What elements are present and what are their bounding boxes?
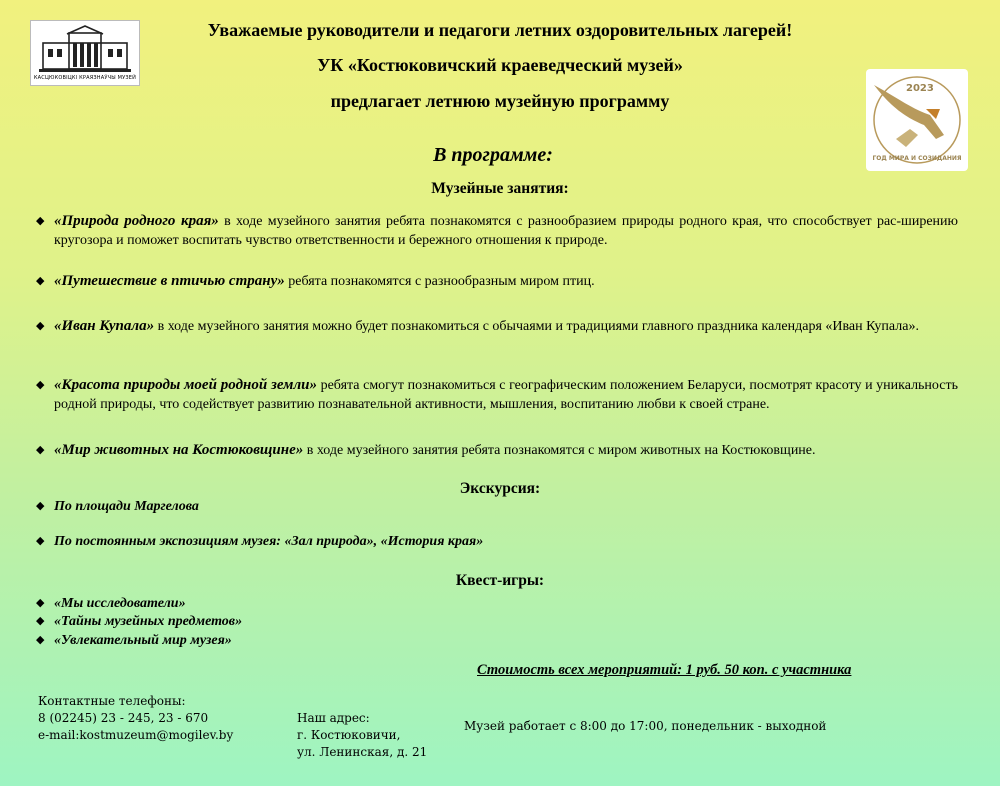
bullet-icon: ◆ <box>36 320 45 332</box>
year-emblem-year: 2023 <box>906 83 934 94</box>
contacts-block <box>38 693 233 744</box>
lesson-name: «Иван Купала» <box>54 318 155 334</box>
year-emblem-caption: ГОД МИРА И СОЗИДАНИЯ <box>872 155 962 162</box>
bullet-icon: ◆ <box>36 215 45 227</box>
quests-title: Квест-игры: <box>455 572 545 589</box>
header-title-line1: Уважаемые руководители и педагоги летних оздоровительных лагерей! <box>207 20 793 40</box>
address-city: г. Костюковичи, <box>297 728 401 742</box>
address-block <box>297 710 427 761</box>
lesson-text: в ходе музейного занятия ребята познакомятся с разнообразием природы родного края, что способствует рас-ширению кругозора и поможет воспитать чувство ответственности и бережного отношения к природе. <box>54 214 958 248</box>
header-title-line2: УК «Костюковичский краеведческий музей» <box>317 55 683 75</box>
lesson-text: ребята смогут познакомиться с географическим положением Беларуси, посмотрят красоту и уникальность родной природы, что содействует развитию познавательной активности, мышления, воспитанию любви к своей стране. <box>54 378 958 412</box>
price-note: Стоимость всех мероприятий: 1 руб. 50 коп. с участника <box>477 662 852 678</box>
lesson-name: «Путешествие в птичью страну» <box>54 273 285 289</box>
quest-label: «Увлекательный мир музея» <box>54 633 232 648</box>
lessons-title: Музейные занятия: <box>431 180 569 197</box>
excursion-item <box>36 532 958 551</box>
address-label: Наш адрес: <box>297 711 370 725</box>
lesson-item <box>36 212 958 250</box>
excursion-item <box>36 497 958 516</box>
header-title-line3: предлагает летнюю музейную программу <box>330 91 670 111</box>
lesson-text: в ходе музейного занятия ребята познакомятся с миром животных на Костюковщине. <box>303 443 816 458</box>
bullet-icon: ◆ <box>36 615 45 627</box>
contacts-label: Контактные телефоны: <box>38 694 186 708</box>
lesson-item <box>36 272 958 291</box>
bullet-icon: ◆ <box>36 634 45 646</box>
bullet-icon: ◆ <box>36 275 45 287</box>
contacts-phones: 8 (02245) 23 - 245, 23 - 670 <box>38 711 209 725</box>
lesson-item <box>36 376 958 414</box>
quest-item <box>36 631 958 650</box>
bullet-icon: ◆ <box>36 597 45 609</box>
bullet-icon: ◆ <box>36 500 45 512</box>
quest-item <box>36 594 958 613</box>
opening-hours: Музей работает с 8:00 до 17:00, понедельник - выходной <box>464 719 827 733</box>
lesson-item <box>36 441 958 460</box>
bullet-icon: ◆ <box>36 379 45 391</box>
bullet-icon: ◆ <box>36 444 45 456</box>
program-title: В программе: <box>433 144 553 166</box>
bullet-icon: ◆ <box>36 535 45 547</box>
quest-item <box>36 612 958 631</box>
lesson-name: «Красота природы моей родной земли» <box>54 377 317 393</box>
quest-label: «Тайны музейных предметов» <box>54 614 243 629</box>
excursion-label: По постоянным экспозициям музея: «Зал природа», «История края» <box>54 534 484 549</box>
excursion-title: Экскурсия: <box>459 480 541 497</box>
quest-label: «Мы исследователи» <box>54 596 186 611</box>
lesson-text: ребята познакомятся с разнообразным миром птиц. <box>284 274 595 289</box>
museum-logo-caption: КАСЦЮКОВІЦКІ КРАЯЗНАЎЧЫ МУЗЕЙ <box>33 75 137 81</box>
contacts-email: e-mail:kostmuzeum@mogilev.by <box>38 728 234 742</box>
excursion-label: По площади Маргелова <box>54 499 199 514</box>
address-street: ул. Ленинская, д. 21 <box>297 745 428 759</box>
lesson-name: «Мир животных на Костюковщине» <box>54 442 304 458</box>
lesson-text: в ходе музейного занятия можно будет познакомиться с обычаями и традициями главного праздника календаря «Иван Купала». <box>154 319 919 334</box>
lesson-item <box>36 317 958 336</box>
lesson-name: «Природа родного края» <box>54 213 219 229</box>
